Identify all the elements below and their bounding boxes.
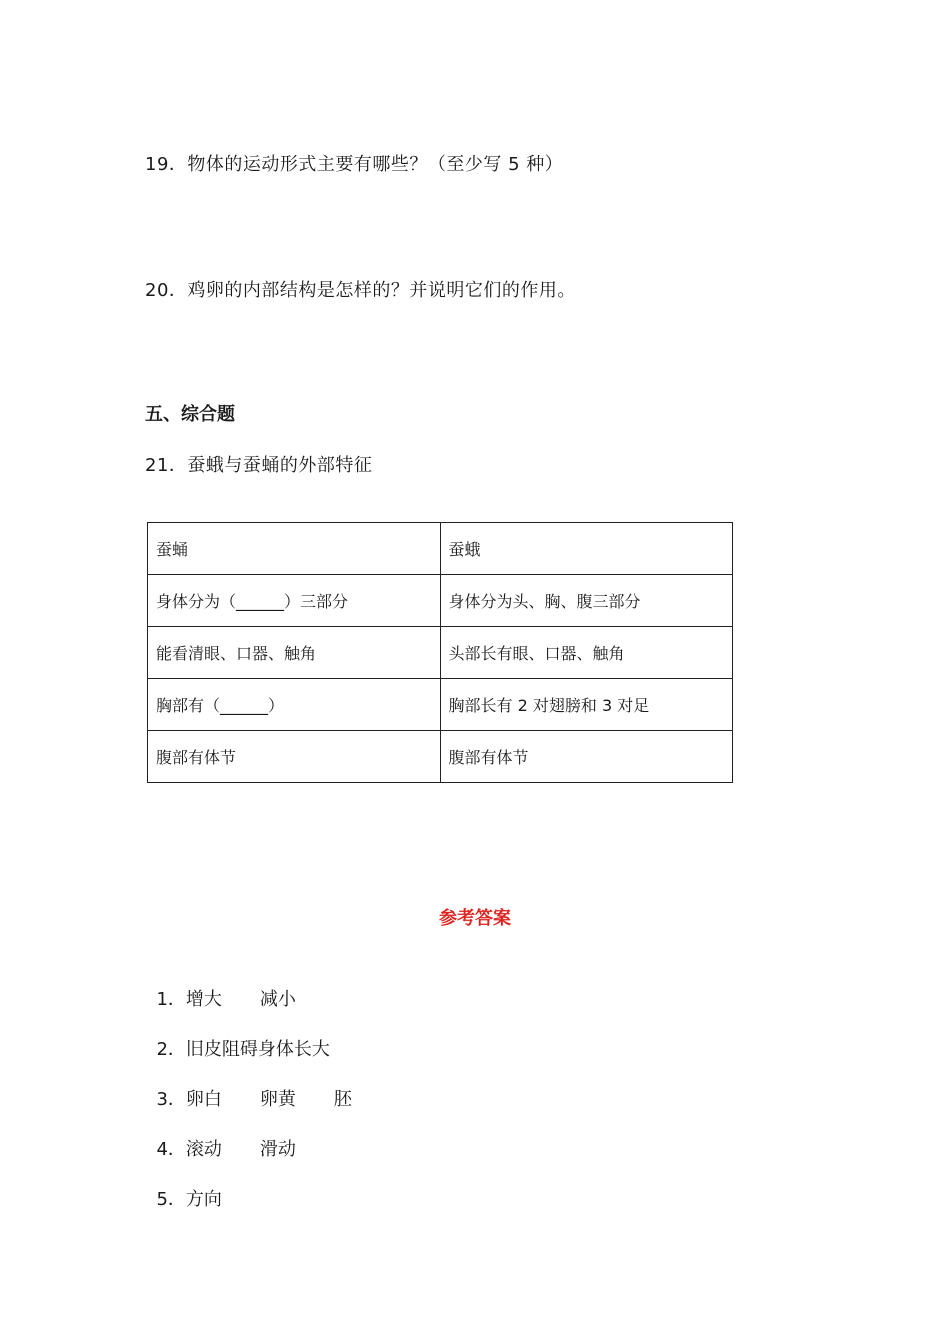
section-title: 五、综合题 (145, 404, 235, 425)
answer-1 (145, 964, 296, 1011)
answer-part: 方向 (185, 1189, 222, 1210)
table-row (148, 575, 733, 627)
answer-4 (145, 1114, 296, 1161)
question-21: 21．蚕蛾与蚕蛹的外部特征 (145, 455, 373, 476)
answers-title: 参考答案 (439, 908, 511, 929)
table-row (148, 731, 733, 783)
answer-part: 增大 (185, 989, 222, 1010)
answer-part: 旧皮阻碍身体长大 (185, 1039, 330, 1060)
table-row (148, 627, 733, 679)
answer-2 (145, 1014, 330, 1061)
answer-number: 3． (156, 1089, 186, 1110)
table-cell: 头部长有眼、口器、触角 (440, 627, 733, 679)
comparison-table (147, 522, 733, 783)
question-19: 19．物体的运动形式主要有哪些？（至少写 5 种） (145, 154, 564, 175)
answer-number: 1． (156, 989, 186, 1010)
table-cell: 腹部有体节 (148, 731, 441, 783)
table-cell: 胸部长有 2 对翅膀和 3 对足 (440, 679, 733, 731)
answer-5 (145, 1164, 222, 1211)
answer-3 (145, 1064, 352, 1111)
answer-part: 卵白 (185, 1089, 222, 1110)
table-cell: 腹部有体节 (440, 731, 733, 783)
answer-part: 滑动 (259, 1139, 296, 1160)
table-cell: 蚕蛹 (148, 523, 441, 575)
answer-part: 卵黄 (259, 1089, 296, 1110)
answer-number: 4． (156, 1139, 186, 1160)
answer-number: 5． (156, 1189, 186, 1210)
answer-part: 胚 (333, 1089, 352, 1110)
table-cell: 身体分为头、胸、腹三部分 (440, 575, 733, 627)
answer-part: 减小 (259, 989, 296, 1010)
answer-number: 2． (156, 1039, 186, 1060)
table-cell: 胸部有（______） (148, 679, 441, 731)
answer-part: 滚动 (185, 1139, 222, 1160)
table-cell: 身体分为（______）三部分 (148, 575, 441, 627)
table-cell: 蚕蛾 (440, 523, 733, 575)
table-row (148, 523, 733, 575)
question-20: 20．鸡卵的内部结构是怎样的？并说明它们的作用。 (145, 280, 576, 301)
table-row (148, 679, 733, 731)
table-cell: 能看清眼、口器、触角 (148, 627, 441, 679)
